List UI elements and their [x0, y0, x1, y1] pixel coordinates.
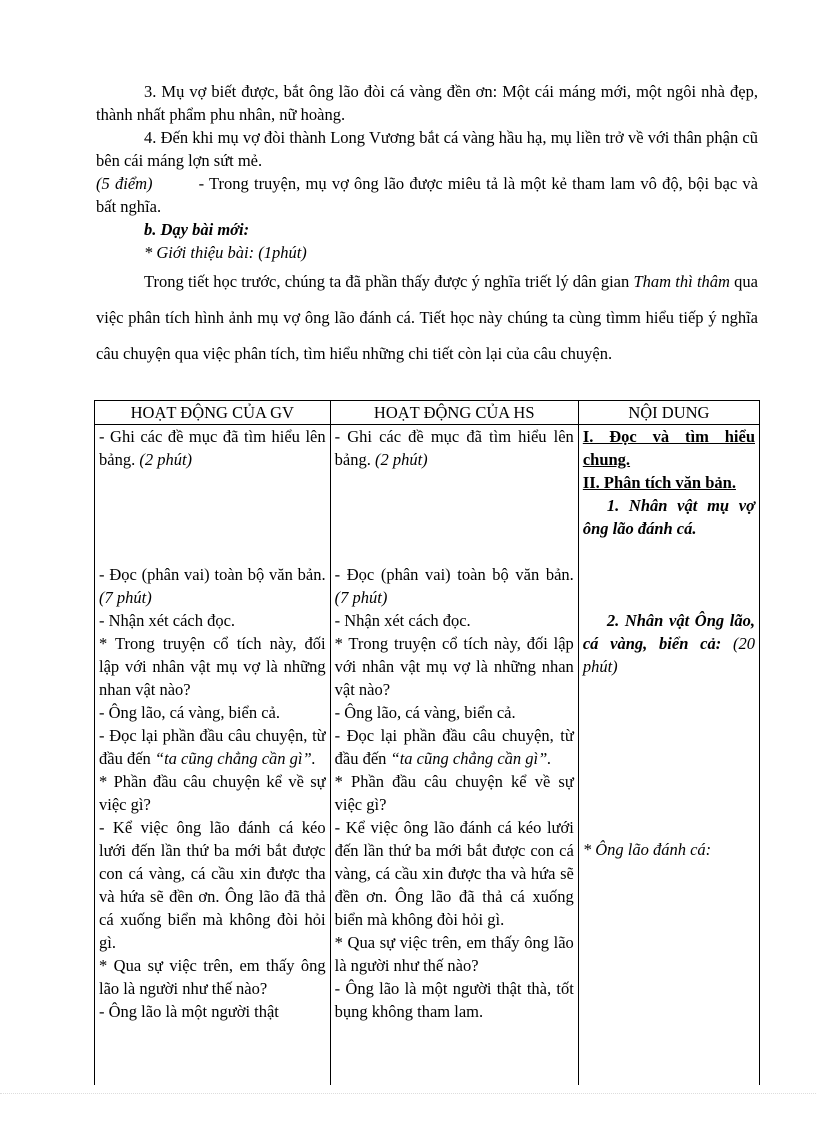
item-3: 3. Mụ vợ biết được, bắt ông lão đòi cá vàng đền ơn: Một cái máng mới, một ngôi nhà đẹp, thành nhất phẩm phu nhân, nữ hoàng. — [96, 82, 758, 124]
nd-character-1: 1. Nhân vật mụ vợ ông lão đánh cá. — [582, 496, 755, 538]
nd-old-fisherman: * Ông lão đánh cá: — [582, 840, 712, 859]
score-label: (5 điểm) — [96, 174, 153, 193]
intro-section — [96, 80, 758, 372]
nd-column — [578, 425, 759, 1086]
section-b-heading: b. Dạy bài mới: — [144, 220, 250, 239]
tham-thi-tham: Tham thì thâm — [633, 272, 730, 291]
nd-character-2: 2. Nhân vật Ông lão, cá vàng, biển cả: (20 phút) — [582, 611, 755, 676]
answer-line — [96, 172, 758, 218]
table-header-row — [95, 401, 760, 425]
page-bottom-divider — [0, 1093, 816, 1094]
header-nd: NỘI DUNG — [578, 401, 759, 425]
header-gv: HOẠT ĐỘNG CỦA GV — [95, 401, 331, 425]
intro-label: * Giới thiệu bài: (1phút) — [144, 243, 307, 262]
answer-text: - Trong truyện, mụ vợ ông lão được miêu tả là một kẻ tham lam vô độ, bội bạc và bất nghĩa. — [96, 174, 758, 216]
gv-column: - Ghi các đề mục đã tìm hiểu lên bảng. (2 phút) - Đọc (phân vai) toàn bộ văn bản. (7 phút) - Nhận xét cách đọc. * Trong truyện cổ tích này, đối lập với nhân vật mụ vợ là những nhan vật nào? - Ông lão, cá vàng, biển cả. - Đọc lại phần đầu câu chuyện, từ đầu đến “ta cũng chẳng cần gì”. * Phần đầu câu chuyện kể về sự việc gì? - Kể việc ông lão đánh cá kéo lưới đến lần thứ ba mới bắt được con cá vàng, cá cầu xin được tha và hứa sẽ đền ơn. Ông lão đã thả cá xuống biển mà không đòi hỏi gì. * Qua sự việc trên, em thấy ông lão là người như thế nào? - Ông lão là một người thật — [95, 425, 331, 1086]
table-row — [95, 425, 760, 1086]
header-hs: HOẠT ĐỘNG CỦA HS — [330, 401, 578, 425]
intro-paragraph: Trong tiết học trước, chúng ta đã phần thấy được ý nghĩa triết lý dân gian Tham thì thâm qua việc phân tích hình ảnh mụ vợ ông lão đánh cá. Tiết học này chúng ta cùng tìmm hiểu tiếp ý nghĩa câu chuyện qua việc phân tích, tìm hiểu những chi tiết còn lại của câu chuyện. — [96, 272, 758, 363]
nd-section-2: II. Phân tích văn bản. — [582, 473, 736, 492]
hs-column: - Ghi các đề mục đã tìm hiểu lên bảng. (2 phút) - Đọc (phân vai) toàn bộ văn bản. (7 phút) - Nhận xét cách đọc. * Trong truyện cổ tích này, đối lập với nhân vật mụ vợ là những nhan vật nào? - Ông lão, cá vàng, biển cả. - Đọc lại phần đầu câu chuyện, từ đầu đến “ta cũng chẳng cần gì”. * Phần đầu câu chuyện kể về sự việc gì? - Kể việc ông lão đánh cá kéo lưới đến lần thứ ba mới bắt được con cá vàng, cá cầu xin được tha và hứa sẽ đền ơn. Ông lão đã thả cá xuống biển mà không đòi hỏi gì. * Qua sự việc trên, em thấy ông lão là người như thế nào? - Ông lão là một người thật thà, tốt bụng không tham lam. — [330, 425, 578, 1086]
lesson-table — [94, 400, 760, 1085]
item-4: 4. Đến khi mụ vợ đòi thành Long Vương bắt cá vàng hầu hạ, mụ liền trở về với thân phận cũ bên cái máng lợn sứt mẻ. — [96, 128, 758, 170]
nd-section-1: I. Đọc và tìm hiểu chung. — [582, 427, 755, 469]
